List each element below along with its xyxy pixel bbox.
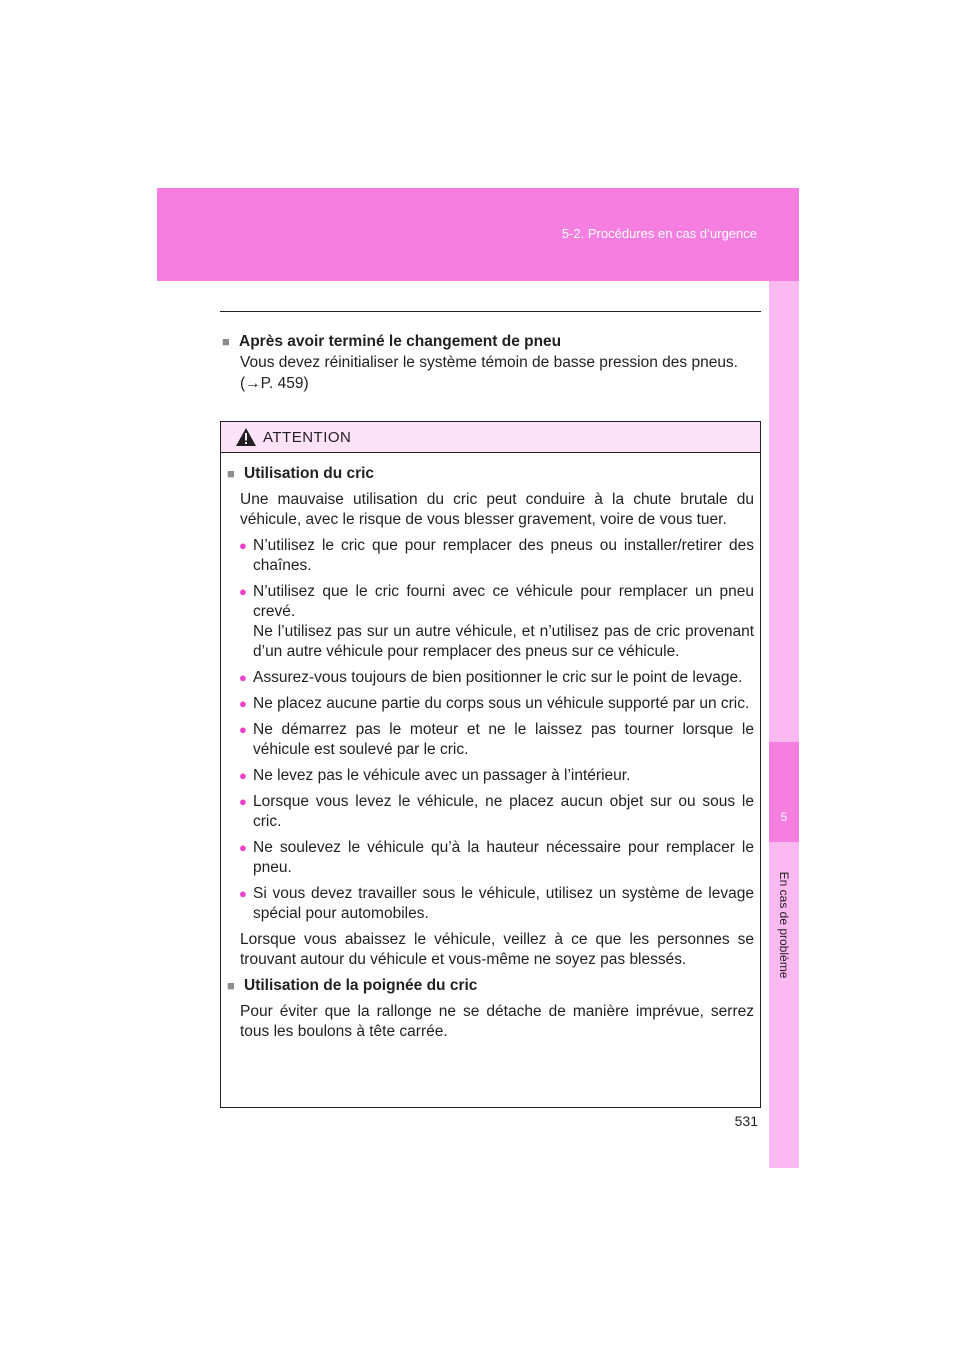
intro-ref: (→P. 459) — [240, 375, 309, 392]
bullet-dot-icon: ● — [239, 670, 247, 685]
list-item: ● Ne démarrez pas le moteur et ne le laissez pas tourner lorsque le véhicule est soulevé par le cric. — [239, 721, 754, 758]
intro-heading-row — [222, 331, 757, 352]
list-item: ● Assurez-vous toujours de bien positionner le cric sur le point de levage. — [239, 669, 743, 686]
handle-heading: Utilisation de la poignée du cric — [244, 977, 478, 994]
handle-text: Pour éviter que la rallonge ne se détache de manière imprévue, serrez tous les boulons à tête carrée. — [240, 1003, 754, 1040]
list-item: ● Ne levez pas le véhicule avec un passager à l’intérieur. — [239, 767, 631, 784]
intro-block — [222, 331, 757, 394]
list-item: ● N’utilisez que le cric fourni avec ce véhicule pour remplacer un pneu crevé. Ne l’utilisez pas sur un autre véhicule, et n’utilisez pas de cric provenant d’un autre véhicule pour remplacer des pneus sur ce véhicule. — [239, 583, 754, 660]
header-band — [157, 188, 799, 281]
intro-text: Vous devez réinitialiser le système témoin de basse pression des pneus. — [240, 354, 738, 371]
divider — [220, 311, 761, 312]
intro-heading: Après avoir terminé le changement de pneu — [239, 333, 562, 350]
jack-intro: Une mauvaise utilisation du cric peut conduire à la chute brutale du véhicule, avec le risque de vous blesser gravement, voire de vous tuer. — [240, 491, 754, 528]
bullet-dot-icon: ● — [239, 768, 247, 783]
jack-heading-row — [227, 464, 754, 484]
jack-heading: Utilisation du cric — [244, 465, 375, 482]
page-number: 531 — [734, 1113, 758, 1129]
list-item: ● Si vous devez travailler sous le véhicule, utilisez un système de levage spécial pour automobiles. — [239, 885, 754, 922]
bullet-dot-icon: ● — [239, 696, 247, 711]
handle-heading-row — [227, 976, 754, 996]
warning-triangle-icon — [235, 427, 257, 447]
bullet-dot-icon: ● — [239, 794, 247, 809]
square-bullet-icon: ■ — [227, 466, 235, 481]
list-item: ● Ne placez aucune partie du corps sous un véhicule supporté par un cric. — [239, 695, 750, 712]
attention-box — [220, 421, 761, 1108]
attention-header — [221, 422, 760, 453]
list-item: ● Ne soulevez le véhicule qu’à la hauteur nécessaire pour remplacer le pneu. — [239, 839, 754, 876]
list-item: ● Lorsque vous levez le véhicule, ne placez aucun objet sur ou sous le cric. — [239, 793, 754, 830]
bullet-dot-icon: ● — [239, 722, 247, 737]
bullet-extra: Ne l’utilisez pas sur un autre véhicule, et n’utilisez pas de cric provenant d’un autre véhicule pour remplacer des pneus sur ce véhicule. — [253, 623, 754, 660]
bullet-dot-icon: ● — [239, 584, 247, 599]
section-title: 5-2. Procédures en cas d’urgence — [561, 226, 757, 241]
attention-title: ATTENTION — [263, 429, 352, 446]
square-bullet-icon: ■ — [222, 334, 230, 349]
side-tab-chapter — [769, 742, 799, 842]
chapter-number: 5 — [780, 810, 788, 824]
bullet-dot-icon: ● — [239, 840, 247, 855]
bullet-dot-icon: ● — [239, 538, 247, 553]
chapter-label: En cas de problème — [777, 871, 791, 979]
side-tab — [769, 281, 799, 1168]
bullet-dot-icon: ● — [239, 886, 247, 901]
attention-body — [221, 453, 760, 1042]
list-item: ● N’utilisez le cric que pour remplacer des pneus ou installer/retirer des chaînes. — [239, 537, 754, 574]
jack-closing: Lorsque vous abaissez le véhicule, veillez à ce que les personnes se trouvant autour du véhicule et vous-même ne soyez pas blessés. — [240, 931, 754, 968]
square-bullet-icon: ■ — [227, 978, 235, 993]
